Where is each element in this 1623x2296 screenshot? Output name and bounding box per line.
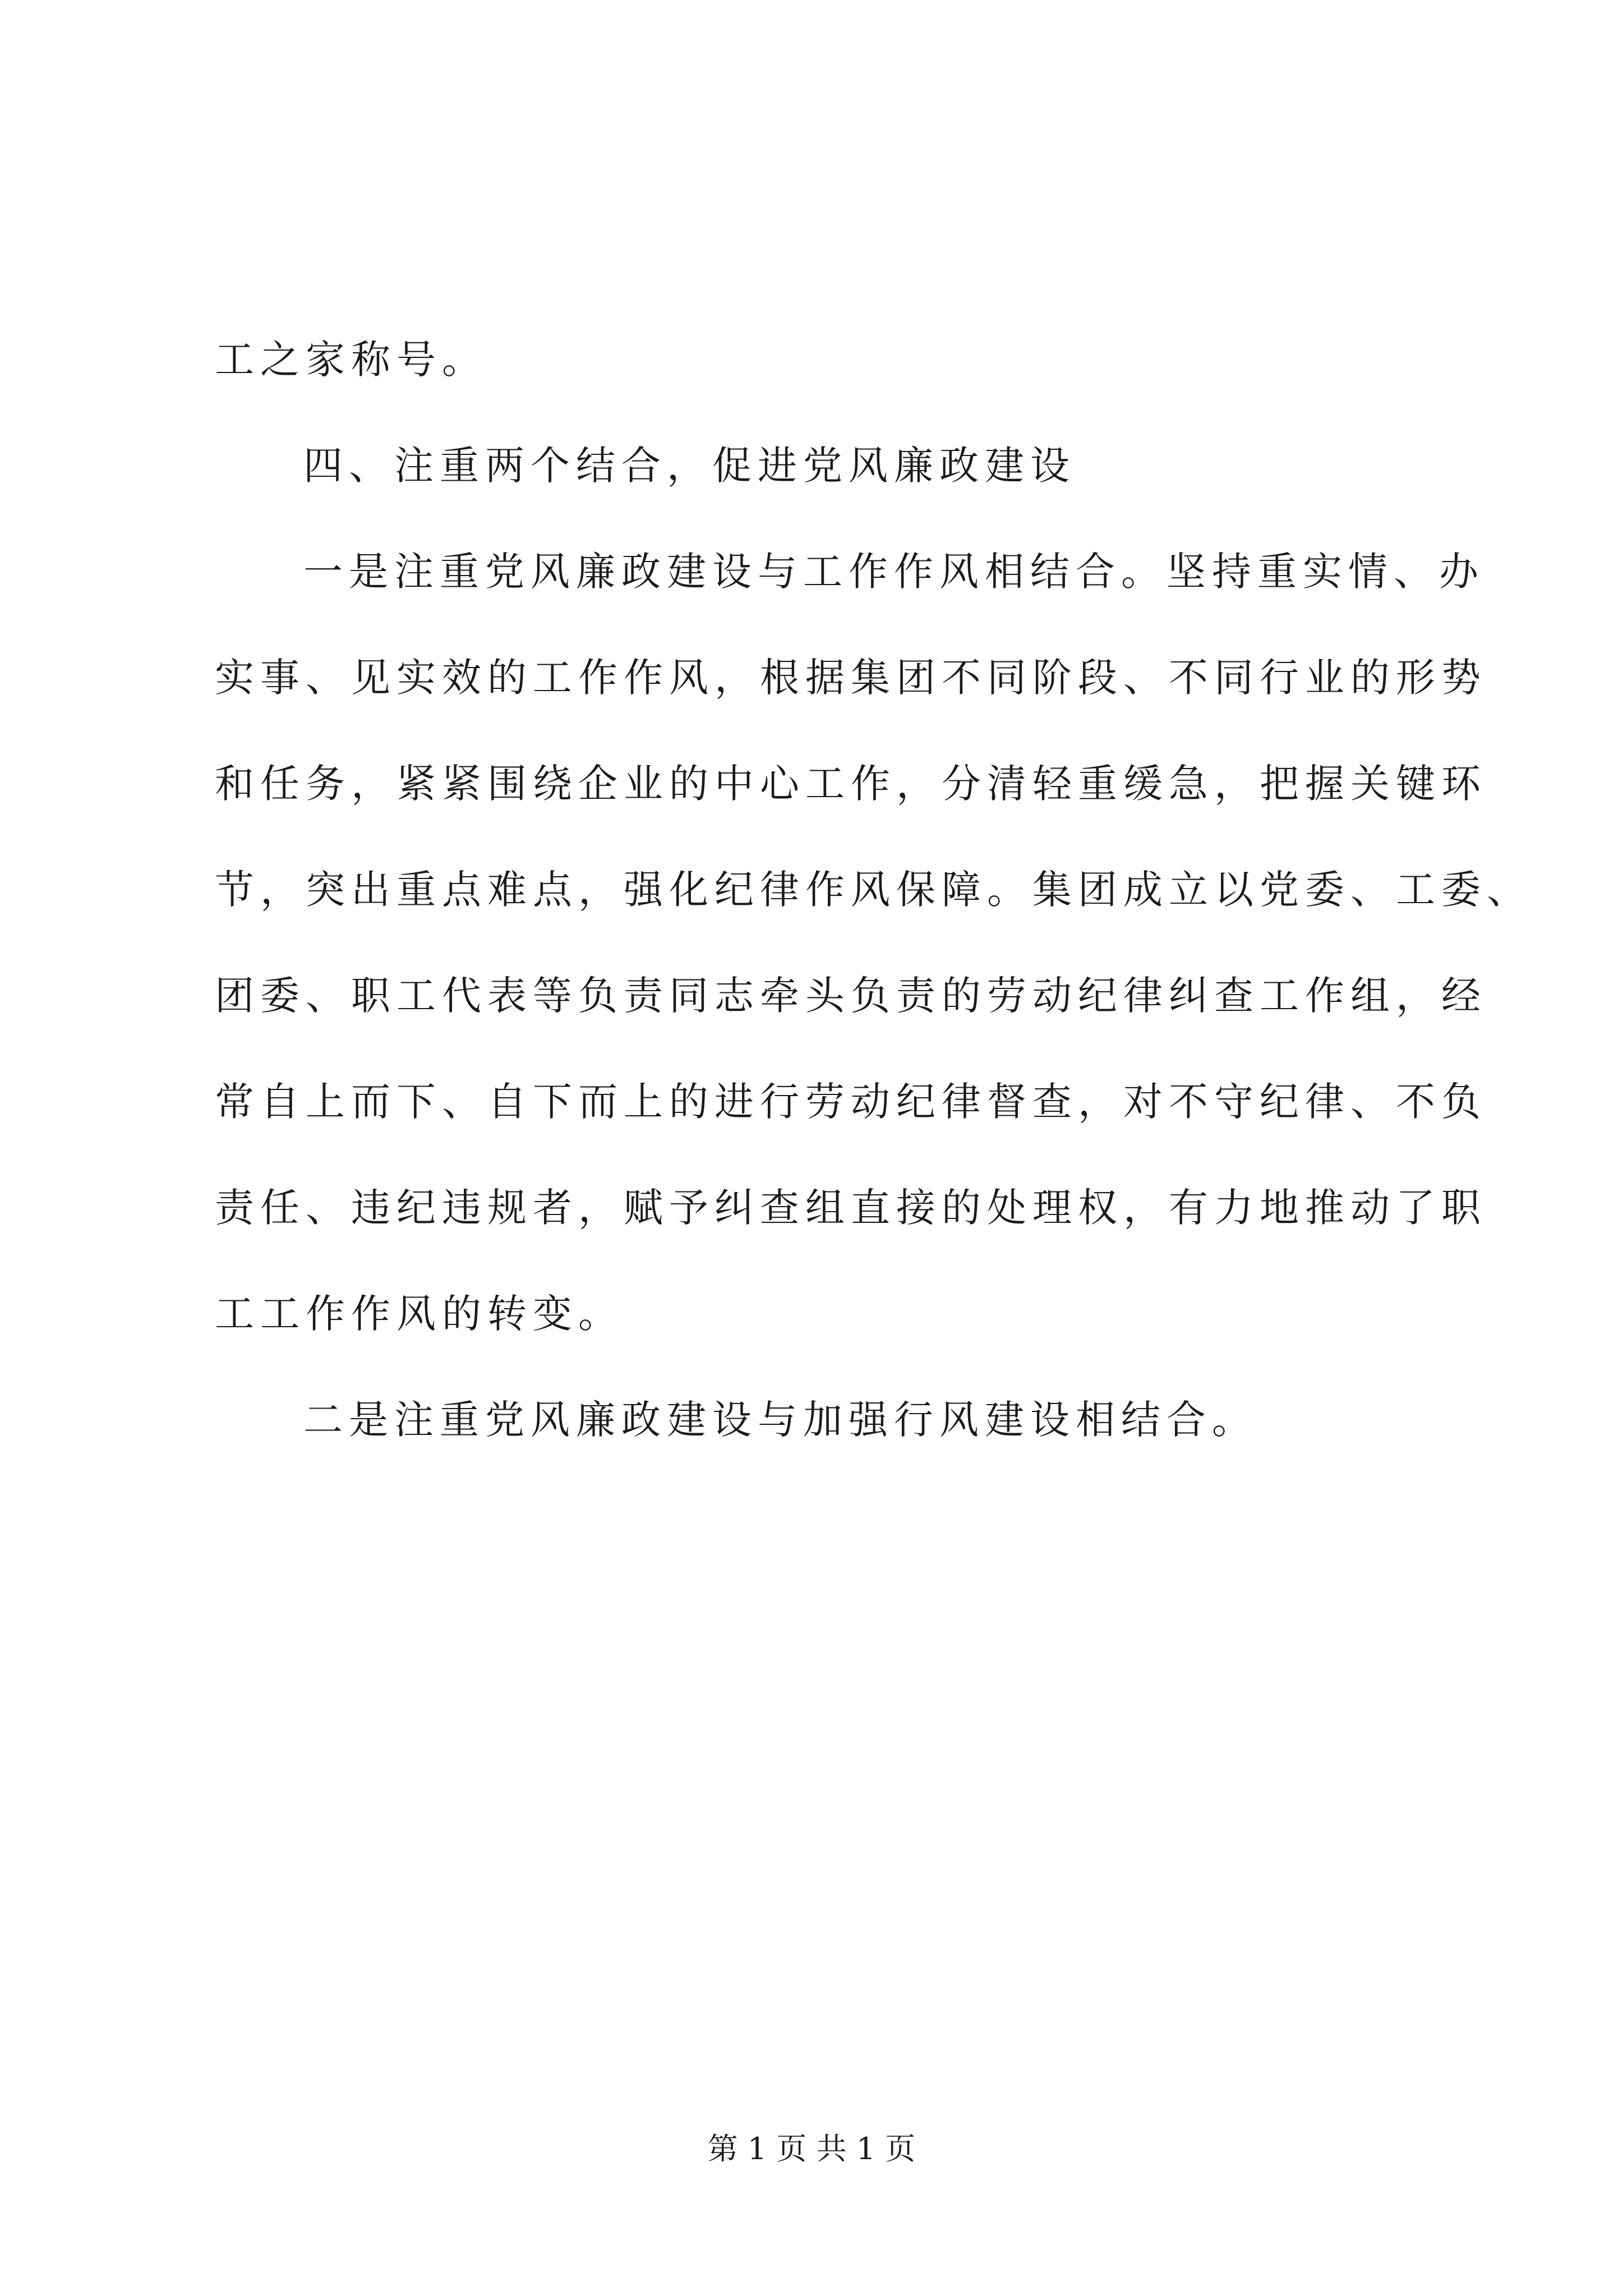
text-line-10: 工工作作风的转变。	[215, 1291, 624, 1337]
text-line-3: 一是注重党风廉政建设与工作作风相结合。坚持重实情、办	[303, 549, 1484, 595]
page-footer: 第 1 页 共 1 页	[707, 2131, 916, 2166]
text-line-6: 节，突出重点难点，强化纪律作风保障。集团成立以党委、工委、	[215, 867, 1532, 913]
text-line-11: 二是注重党风廉政建设与加强行风建设相结合。	[303, 1397, 1257, 1443]
body-text	[215, 307, 1532, 1473]
text-line-9: 责任、违纪违规者，赋予纠查组直接的处理权，有力地推动了职	[215, 1185, 1487, 1231]
text-line-7: 团委、职工代表等负责同志牵头负责的劳动纪律纠查工作组，经	[215, 973, 1487, 1019]
text-line-4: 实事、见实效的工作作风，根据集团不同阶段、不同行业的形势	[215, 655, 1487, 701]
text-line-1: 工之家称号。	[215, 337, 487, 383]
text-line-8: 常自上而下、自下而上的进行劳动纪律督查，对不守纪律、不负	[215, 1079, 1487, 1125]
text-line-5: 和任务，紧紧围绕企业的中心工作，分清轻重缓急，把握关键环	[215, 761, 1487, 807]
text-line-2: 四、注重两个结合，促进党风廉政建设	[303, 443, 1076, 489]
